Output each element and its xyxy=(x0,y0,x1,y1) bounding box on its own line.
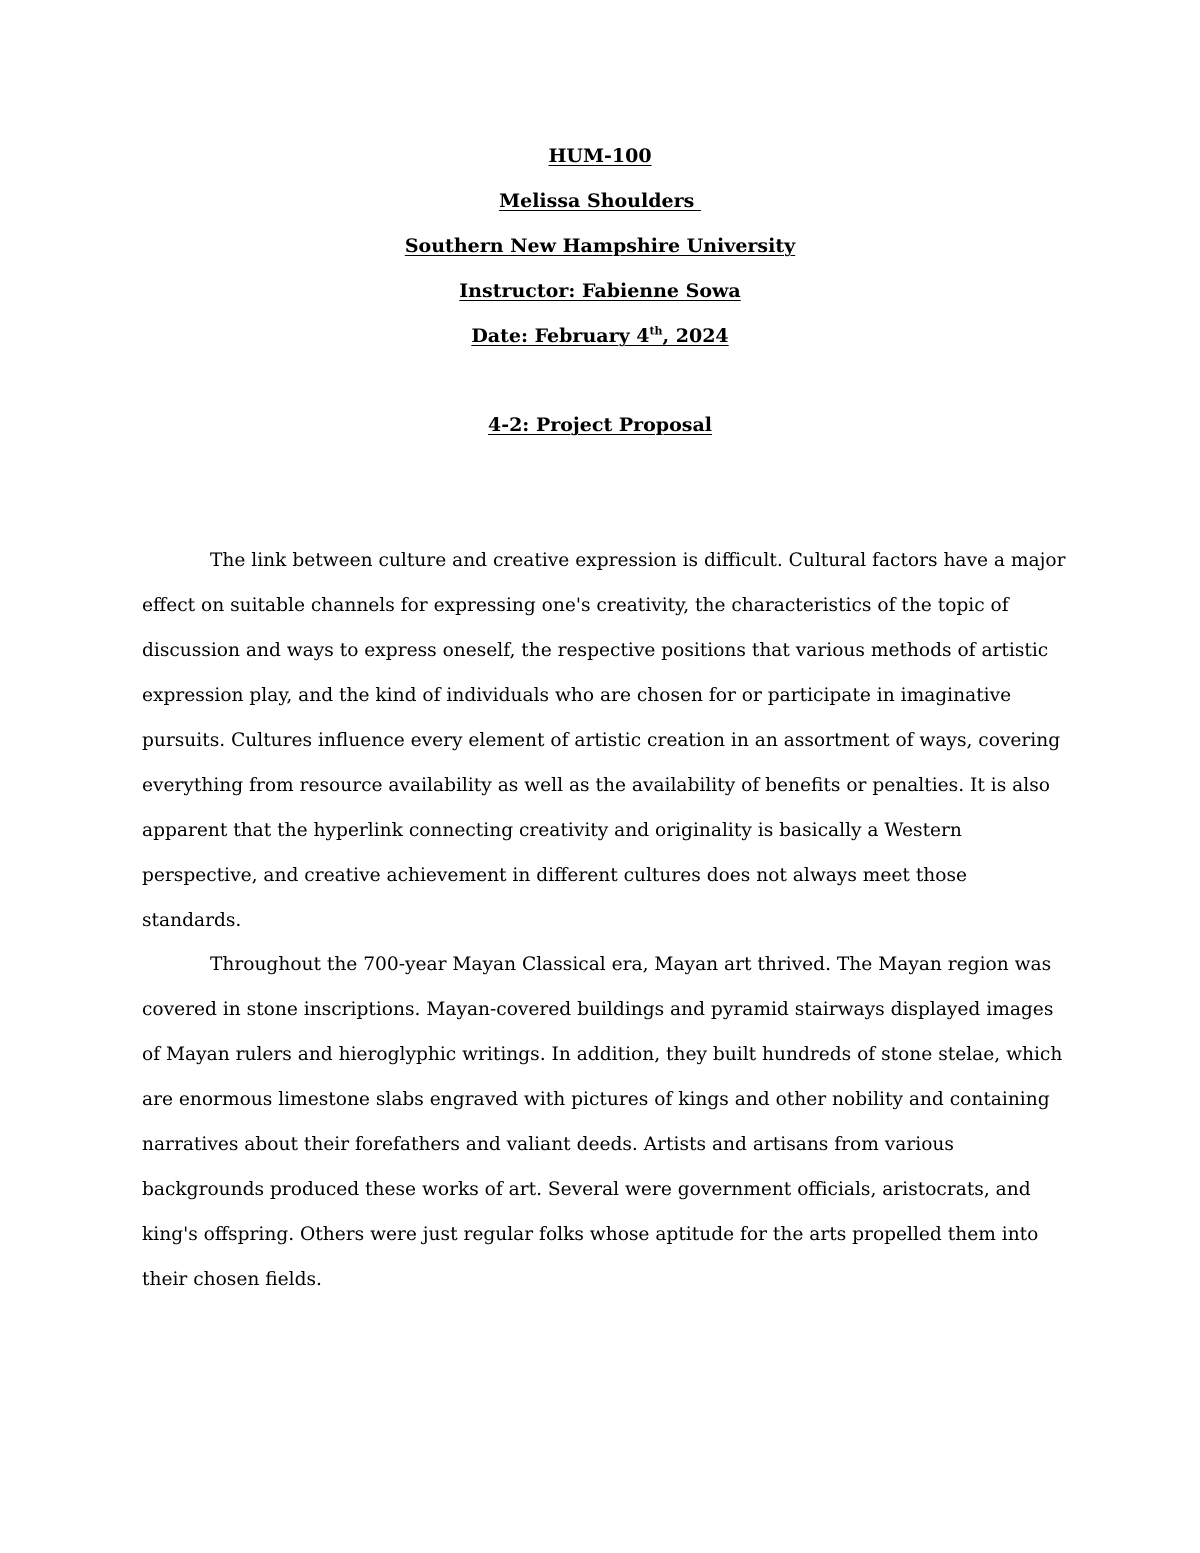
date-suffix: , 2024 xyxy=(662,325,729,347)
document-title: 4-2: Project Proposal xyxy=(487,414,712,436)
instructor-line: Instructor: Fabienne Sowa xyxy=(459,280,741,302)
date-prefix: Date: February 4 xyxy=(471,325,650,347)
body-paragraph: Throughout the 700-year Mayan Classical era, Mayan art thrived. The Mayan region was covered in stone inscriptions. Mayan-covered buildings and pyramid stairways displayed images of Mayan rulers and hieroglyphic writings. In addition, they built hundreds of stone stelae, which are enormous limestone slabs engraved with pictures of kings and other nobility and containing narratives about their forefathers and valiant deeds. Artists and artisans from various backgrounds produced these works of art. Several were government officials, aristocrats, and king's offspring. Others were just regular folks whose aptitude for the arts propelled them into their chosen fields. xyxy=(142,954,1063,1290)
author-name: Melissa Shoulders xyxy=(499,190,701,212)
university-name: Southern New Hampshire University xyxy=(404,235,796,257)
body-paragraph: The link between culture and creative expression is difficult. Cultural factors have a major effect on suitable channels for expressing one's creativity, the characteristics of the topic of discussion and ways to express oneself, the respective positions that various methods of artistic expression play, and the kind of individuals who are chosen for or participate in imaginative pursuits. Cultures influence every element of artistic creation in an assortment of ways, covering everything from resource availability as well as the availability of benefits or penalties. It is also apparent that the hyperlink connecting creativity and originality is basically a Western perspective, and creative achievement in different cultures does not always meet those standards. xyxy=(142,550,1066,931)
date-ordinal-suffix: th xyxy=(649,324,663,338)
date-line xyxy=(0,325,1200,347)
course-code: HUM-100 xyxy=(548,145,652,167)
